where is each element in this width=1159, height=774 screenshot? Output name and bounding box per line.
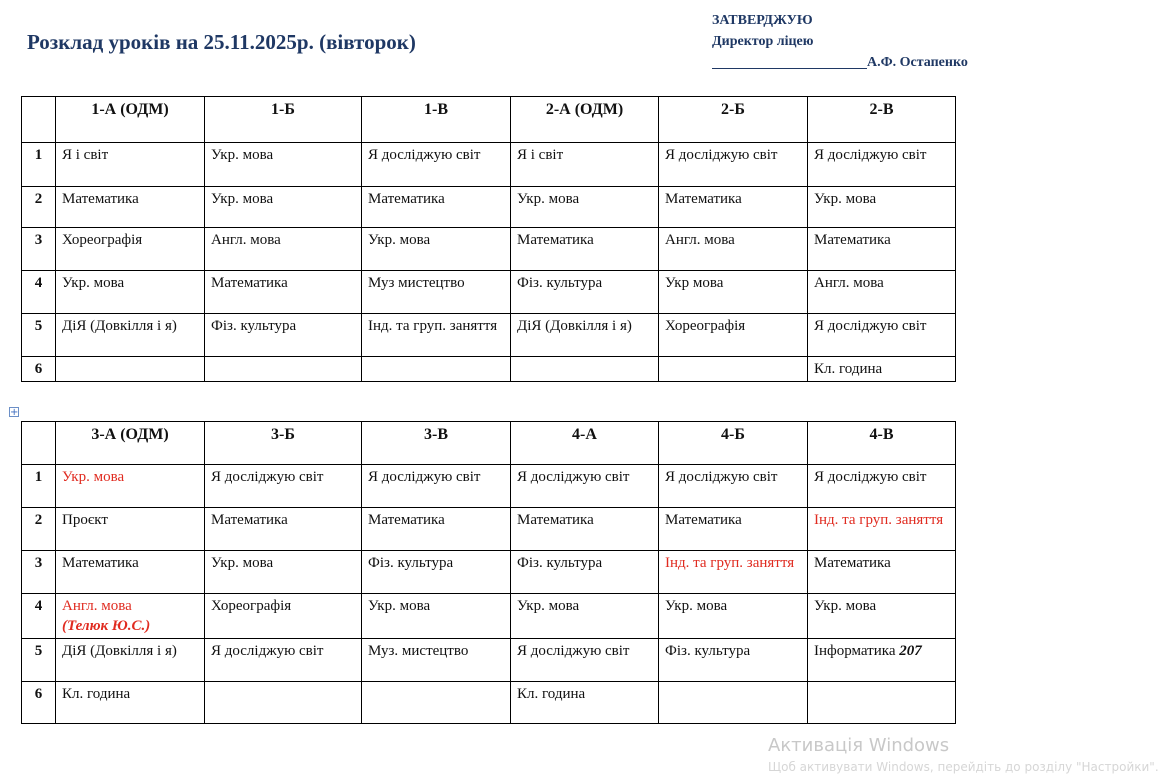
subject-text: Я досліджую світ xyxy=(517,643,630,659)
lesson-cell xyxy=(659,228,808,271)
table-row xyxy=(22,465,956,508)
approval-block xyxy=(712,10,968,73)
lesson-cell xyxy=(511,682,659,724)
lesson-cell xyxy=(511,271,659,314)
lesson-cell xyxy=(205,357,362,382)
lesson-cell xyxy=(808,594,956,639)
lesson-cell xyxy=(511,594,659,639)
lesson-cell xyxy=(808,314,956,357)
class-header: 3-В xyxy=(362,422,511,465)
subject-text: Математика xyxy=(814,555,891,571)
lesson-cell xyxy=(56,508,205,551)
class-header: 4-А xyxy=(511,422,659,465)
lesson-cell xyxy=(659,551,808,594)
subject-text: Хореографія xyxy=(62,232,143,248)
lesson-number: 5 xyxy=(22,639,56,682)
lesson-cell xyxy=(56,271,205,314)
lesson-cell xyxy=(362,314,511,357)
subject-text: Укр. мова xyxy=(62,275,125,291)
lesson-cell xyxy=(362,594,511,639)
lesson-cell xyxy=(808,187,956,228)
lesson-cell xyxy=(205,314,362,357)
windows-activation-hint: Щоб активувати Windows, перейдіть до розділу "Настройки". xyxy=(768,760,1159,774)
corner-cell xyxy=(22,97,56,143)
lesson-cell xyxy=(56,639,205,682)
subject-text: Математика xyxy=(62,555,139,571)
subject-text: Укр мова xyxy=(665,275,724,291)
subject-text: Укр. мова xyxy=(665,598,728,614)
lesson-cell xyxy=(511,639,659,682)
table-row xyxy=(22,594,956,639)
corner-cell xyxy=(22,422,56,465)
lesson-cell xyxy=(659,271,808,314)
subject-text: Я досліджую світ xyxy=(814,318,927,334)
subject-text: Англ. мова xyxy=(814,275,884,291)
lesson-cell xyxy=(362,465,511,508)
subject-text: Проєкт xyxy=(62,512,108,528)
subject-text: Я досліджую світ xyxy=(368,147,481,163)
lesson-cell xyxy=(56,357,205,382)
table-row xyxy=(22,639,956,682)
subject-text: Я досліджую світ xyxy=(211,643,324,659)
subject-text: Математика xyxy=(517,232,594,248)
subject-text: Укр. мова xyxy=(211,147,274,163)
subject-text: Я досліджую світ xyxy=(665,469,778,485)
lesson-number: 6 xyxy=(22,357,56,382)
lesson-cell xyxy=(511,465,659,508)
subject-text: Укр. мова xyxy=(368,598,431,614)
subject-text: Математика xyxy=(665,191,742,207)
table-row xyxy=(22,314,956,357)
subject-text: Математика xyxy=(814,232,891,248)
lesson-cell xyxy=(362,357,511,382)
subject-text: Інформатика xyxy=(814,643,896,659)
lesson-number: 3 xyxy=(22,228,56,271)
subject-text: ДіЯ (Довкілля і я) xyxy=(62,318,177,334)
lesson-cell xyxy=(205,682,362,724)
room-number: 207 xyxy=(899,643,922,659)
subject-text: ДіЯ (Довкілля і я) xyxy=(62,643,177,659)
lesson-cell xyxy=(659,314,808,357)
table-row xyxy=(22,228,956,271)
lesson-cell xyxy=(808,508,956,551)
lesson-number: 4 xyxy=(22,594,56,639)
table-row xyxy=(22,508,956,551)
class-header: 1-А (ОДМ) xyxy=(56,97,205,143)
lesson-number: 1 xyxy=(22,143,56,187)
subject-text: Інд. та груп. заняття xyxy=(665,555,795,571)
subject-text: Я і світ xyxy=(517,147,564,163)
subject-text: Хореографія xyxy=(665,318,746,334)
subject-text: Укр. мова xyxy=(62,469,125,485)
lesson-cell xyxy=(808,271,956,314)
subject-text: Математика xyxy=(368,191,445,207)
lesson-cell xyxy=(56,682,205,724)
subject-text: Укр. мова xyxy=(211,555,274,571)
subject-text: Математика xyxy=(211,275,288,291)
lesson-cell xyxy=(205,187,362,228)
subject-text: Я досліджую світ xyxy=(368,469,481,485)
lesson-cell xyxy=(659,508,808,551)
subject-text: Укр. мова xyxy=(211,191,274,207)
signature-underline xyxy=(712,68,867,69)
lesson-number: 3 xyxy=(22,551,56,594)
subject-text: Укр. мова xyxy=(814,598,877,614)
lesson-number: 6 xyxy=(22,682,56,724)
subject-text: Я досліджую світ xyxy=(814,147,927,163)
subject-text: Муз. мистецтво xyxy=(368,643,469,659)
lesson-cell xyxy=(808,551,956,594)
subject-text: Укр. мова xyxy=(517,598,580,614)
subject-text: Я і світ xyxy=(62,147,109,163)
subject-text: Математика xyxy=(368,512,445,528)
subject-text: Укр. мова xyxy=(368,232,431,248)
subject-text: Муз мистецтво xyxy=(368,275,465,291)
lesson-cell xyxy=(511,508,659,551)
lesson-cell xyxy=(808,357,956,382)
director-name: А.Ф. Остапенко xyxy=(867,55,968,70)
table-row xyxy=(22,187,956,228)
subject-text: Фіз. культура xyxy=(211,318,297,334)
subject-text: Я досліджую світ xyxy=(211,469,324,485)
table-header-row xyxy=(22,97,956,143)
lesson-cell xyxy=(362,551,511,594)
lesson-cell xyxy=(362,143,511,187)
subject-text: Англ. мова xyxy=(62,598,132,614)
lesson-cell xyxy=(205,551,362,594)
lesson-cell xyxy=(362,639,511,682)
subject-text: Фіз. культура xyxy=(517,555,603,571)
subject-text: Математика xyxy=(665,512,742,528)
lesson-cell xyxy=(362,271,511,314)
lesson-number: 1 xyxy=(22,465,56,508)
director-label: Директор ліцею xyxy=(712,34,814,49)
subject-text: Хореографія xyxy=(211,598,292,614)
lesson-cell xyxy=(511,187,659,228)
lesson-cell xyxy=(362,228,511,271)
lesson-cell xyxy=(205,143,362,187)
lesson-cell xyxy=(511,357,659,382)
class-header: 1-Б xyxy=(205,97,362,143)
lesson-cell xyxy=(205,271,362,314)
lesson-cell xyxy=(659,187,808,228)
lesson-cell xyxy=(56,143,205,187)
subject-text: Я досліджую світ xyxy=(517,469,630,485)
lesson-cell xyxy=(362,187,511,228)
subject-text: Укр. мова xyxy=(517,191,580,207)
signature-line xyxy=(712,52,968,73)
schedule-table-2 xyxy=(21,421,956,724)
table-row xyxy=(22,357,956,382)
lesson-number: 4 xyxy=(22,271,56,314)
lesson-number: 2 xyxy=(22,187,56,228)
page-title: Розклад уроків на 25.11.2025р. (вівторок) xyxy=(27,30,416,54)
lesson-cell xyxy=(659,143,808,187)
subject-text: Кл. година xyxy=(517,686,586,702)
subject-text: Я досліджую світ xyxy=(814,469,927,485)
subject-text: Укр. мова xyxy=(814,191,877,207)
table-row xyxy=(22,682,956,724)
class-header: 2-А (ОДМ) xyxy=(511,97,659,143)
class-header: 1-В xyxy=(362,97,511,143)
lesson-cell xyxy=(808,639,956,682)
table-row xyxy=(22,551,956,594)
lesson-cell xyxy=(659,357,808,382)
subject-text: Математика xyxy=(517,512,594,528)
lesson-cell xyxy=(205,465,362,508)
lesson-cell xyxy=(56,314,205,357)
subject-text: Інд. та груп. заняття xyxy=(368,318,498,334)
class-header: 3-А (ОДМ) xyxy=(56,422,205,465)
class-header: 4-Б xyxy=(659,422,808,465)
table-row xyxy=(22,271,956,314)
lesson-cell xyxy=(808,682,956,724)
schedule-table-1 xyxy=(21,96,956,382)
approve-label: ЗАТВЕРДЖУЮ xyxy=(712,13,813,28)
lesson-cell xyxy=(56,228,205,271)
subject-text: Англ. мова xyxy=(665,232,735,248)
class-header: 2-В xyxy=(808,97,956,143)
lesson-cell xyxy=(362,682,511,724)
class-header: 3-Б xyxy=(205,422,362,465)
class-header: 4-В xyxy=(808,422,956,465)
lesson-cell xyxy=(56,551,205,594)
lesson-cell xyxy=(511,228,659,271)
lesson-number: 2 xyxy=(22,508,56,551)
teacher-note: (Телюк Ю.С.) xyxy=(62,618,151,634)
lesson-cell xyxy=(362,508,511,551)
subject-text: Математика xyxy=(62,191,139,207)
lesson-cell xyxy=(659,639,808,682)
windows-activation-watermark: Активація Windows xyxy=(768,735,950,756)
subject-text: Кл. година xyxy=(62,686,131,702)
subject-text: Англ. мова xyxy=(211,232,281,248)
lesson-cell xyxy=(511,143,659,187)
lesson-cell xyxy=(56,187,205,228)
lesson-cell xyxy=(56,594,205,639)
lesson-cell xyxy=(511,314,659,357)
subject-text: Я досліджую світ xyxy=(665,147,778,163)
lesson-cell xyxy=(808,228,956,271)
lesson-cell xyxy=(808,143,956,187)
lesson-cell xyxy=(56,465,205,508)
subject-text: ДіЯ (Довкілля і я) xyxy=(517,318,632,334)
lesson-cell xyxy=(205,594,362,639)
lesson-cell xyxy=(205,228,362,271)
lesson-cell xyxy=(659,682,808,724)
lesson-cell xyxy=(659,594,808,639)
class-header: 2-Б xyxy=(659,97,808,143)
table-header-row xyxy=(22,422,956,465)
subject-text: Математика xyxy=(211,512,288,528)
lesson-number: 5 xyxy=(22,314,56,357)
lesson-cell xyxy=(659,465,808,508)
subject-text: Фіз. культура xyxy=(665,643,751,659)
subject-text: Кл. година xyxy=(814,361,883,377)
subject-text: Фіз. культура xyxy=(368,555,454,571)
subject-text: Фіз. культура xyxy=(517,275,603,291)
table-move-handle-icon[interactable]: + xyxy=(10,407,19,418)
lesson-cell xyxy=(205,639,362,682)
table-row xyxy=(22,143,956,187)
lesson-cell xyxy=(808,465,956,508)
lesson-cell xyxy=(205,508,362,551)
lesson-cell xyxy=(511,551,659,594)
subject-text: Інд. та груп. заняття xyxy=(814,512,944,528)
